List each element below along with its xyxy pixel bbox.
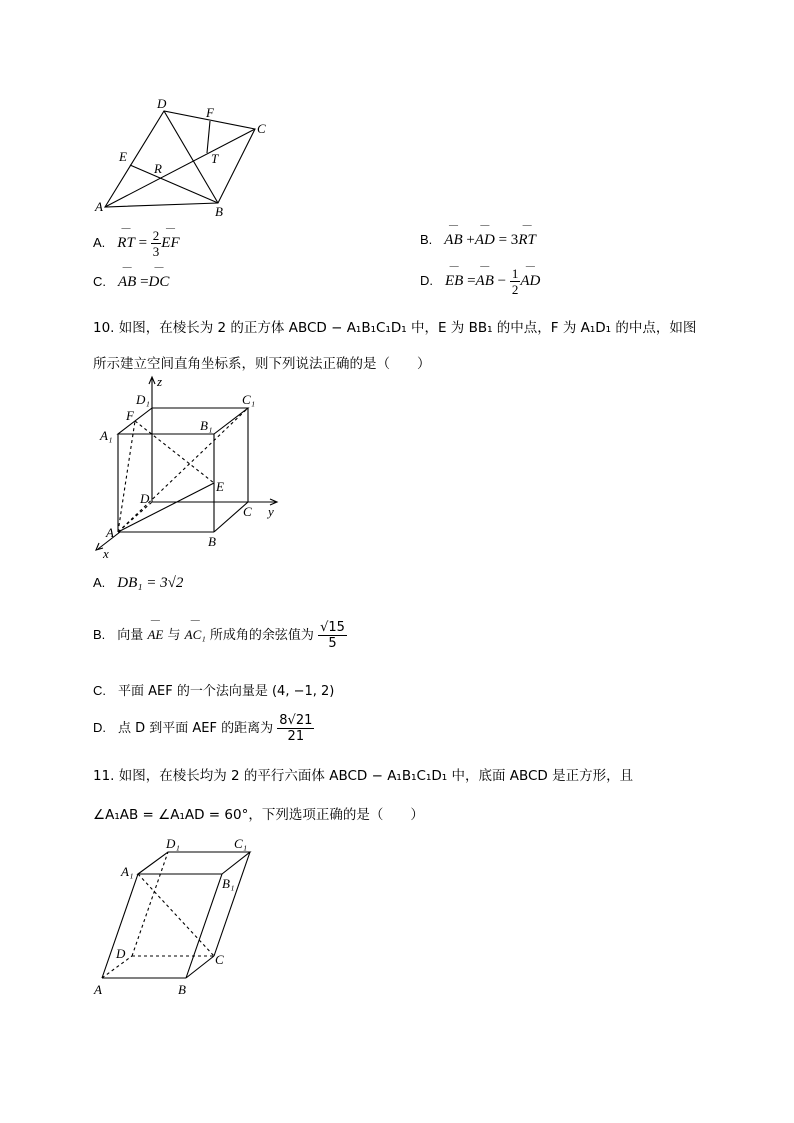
q11-stem-line-2: ∠A₁AB = ∠A₁AD = 60°，下列选项正确的是（ ） [93,807,424,823]
q9-option-a[interactable]: A.― RT = $\frac{2}{3}$ ― EF [93,228,180,259]
q11-parallelepiped-figure [88,832,268,1000]
q11-label-c1: C₁ [234,836,248,851]
q9-line-f-t [207,121,210,153]
q10-label-b1: B₁ [200,418,213,433]
q9-quadrilateral [105,111,255,207]
q10-label-x: x [103,546,109,561]
q10-option-d[interactable]: D. 点 D 到平面 AEF 的距离为 $\frac{8√21}{21}$ [93,713,313,744]
q11-edge-a-a1 [102,874,138,978]
q11-label-d1: D₁ [166,836,180,851]
q10-label-c: C [243,504,252,519]
q9-figure [90,95,290,220]
q9-label-d: D [157,96,167,111]
q10-label-d1: D₁ [136,392,150,407]
q10-label-d: D [140,491,150,506]
q11-stem-line-1: 11. 如图，在棱长均为 2 的平行六面体 ABCD − A₁B₁C₁D₁ 中，底面 ABCD 是正方形，且 [93,768,634,784]
q10-label-y: y [268,504,274,519]
q10-label-z: z [157,374,163,389]
q9-option-b[interactable]: B.― AB +― AD = 3― RT [420,232,536,249]
q11-label-d: D [116,946,126,961]
q11-line-a1-c [138,874,214,956]
q9-line-a-c [105,129,255,207]
q9-label-c: C [257,121,266,136]
q10-label-f: F [126,408,134,423]
q10-stem-line-1: 10. 如图，在棱长为 2 的正方体 ABCD − A₁B₁C₁D₁ 中，E 为 BB₁ 的中点，F 为 A₁D₁ 的中点，如图 [93,320,697,336]
q11-label-a1: A₁ [121,864,134,879]
q10-label-a1: A₁ [100,428,113,443]
q10-option-c[interactable]: C. 平面 AEF 的一个法向量是 (4, −1, 2) [93,683,335,699]
q9-option-d[interactable]: D.― EB =― AB − $\frac{1}{2}$ ― AD [420,266,540,297]
q9-label-e: E [119,149,127,164]
q10-label-b: B [208,534,216,549]
q10-line-a-c1 [118,408,248,532]
q11-label-b1: B₁ [222,876,235,891]
q11-edge-c-c1 [214,852,250,956]
q11-edge-d-d1 [132,852,168,956]
q10-cube-top [118,408,248,434]
q10-stem-line-2: 所示建立空间直角坐标系，则下列说法正确的是（ ） [93,356,431,372]
q10-label-a: A [106,525,114,540]
q9-label-t: T [211,151,219,166]
q10-cube-figure [90,372,290,562]
q9-option-c[interactable]: C.― AB =― DC [93,274,169,291]
q11-label-b: B [178,982,186,997]
q10-line-a-e [118,483,214,532]
q9-label-a: A [95,199,103,214]
q11-label-a: A [94,982,102,997]
q10-option-b[interactable]: B. 向量 ― AE 与 ― AC₁ 所成角的余弦值为 $\frac{√15}{5}$ [93,620,347,651]
q11-label-c: C [215,952,224,967]
q11-top-face [138,852,250,874]
q9-label-f: F [206,105,214,120]
q10-label-e: E [216,479,224,494]
q10-line-a-f [118,421,135,532]
q9-label-b: B [215,204,223,219]
q9-label-r: R [154,161,162,176]
q10-label-c1: C₁ [242,392,256,407]
q10-option-a[interactable]: A. DB₁ = 3√2 [93,575,184,591]
